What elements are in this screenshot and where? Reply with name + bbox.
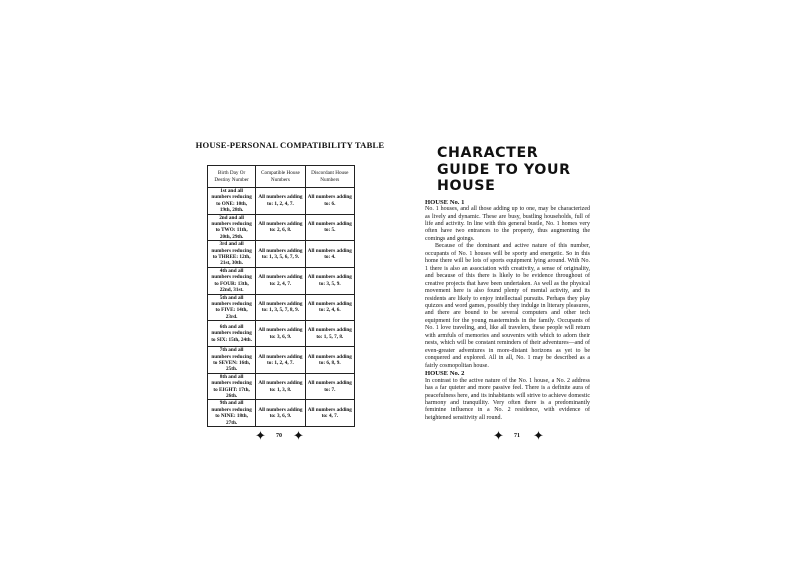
table-cell: All numbers adding to: 1, 2, 4, 7. [256, 347, 305, 374]
table-cell: 3rd and all numbers reducing to THREE: 12th, 21st, 30th. [208, 241, 256, 268]
chapter-title: CHARACTER GUIDE TO YOUR HOUSE [437, 145, 571, 194]
table-cell: All numbers adding to: 2, 6, 8. [256, 214, 305, 241]
table-cell: All numbers adding to: 2, 4, 6. [305, 294, 354, 321]
table-cell: All numbers adding to: 4, 7. [305, 400, 354, 427]
table-cell: All numbers adding to: 3, 5, 9. [305, 267, 354, 294]
table-row [208, 188, 355, 215]
table-row [208, 267, 355, 294]
house-1-heading: HOUSE No. 1 [425, 198, 465, 206]
table-row [208, 241, 355, 268]
table-cell: All numbers adding to: 6, 8, 9. [305, 347, 354, 374]
table-cell: All numbers adding to: 1, 5, 7, 8. [305, 321, 354, 347]
column-header: Discordant House Numbers [305, 166, 354, 188]
table-cell: 1st and all numbers reducing to ONE: 10th, 19th, 28th. [208, 188, 256, 215]
house-1-paragraph-2: Because of the dominant and active nature of this number, occupants of No. 1 houses will be sporty and energetic. So in this home there will be lots of sports equipment lying around. With No. 1 there is also an association with creativity, a sense of originality, and because of this there is likely to be evidence throughout of creative projects that have been undertaken. As well as the physical movement here is also found plenty of mental activity, and its residents are likely to enjoy intellectual pursuits. Perhaps they play quizzes and word games, possibly they indulge in literary pleasures, and there are bound to be several computers and other tech equipment for the young masterminds in the family. Occupants of No. 1 love traveling, and, like all travelers, these people will return with armfuls of memories and souvenirs with which to adorn their nests, which will be constant reminders of their adventures—and of even-greater adventures in more-distant horizons as yet to be conquered and explored. All in all, No. 1 may be described as a fairly cosmopolitan house. [425, 243, 590, 369]
table-cell: All numbers adding to: 3, 6, 9. [256, 321, 305, 347]
table-cell: 4th and all numbers reducing to FOUR: 13th, 22nd, 31st. [208, 267, 256, 294]
four-point-star-icon: ✦ [533, 429, 544, 444]
table-cell: All numbers adding to: 1, 3, 5, 7, 8, 9. [256, 294, 305, 321]
table-cell: All numbers adding to: 6. [305, 188, 354, 215]
page-number-left: 70 [276, 433, 282, 439]
right-page [425, 145, 590, 422]
column-header: Birth Day Or Destiny Number [208, 166, 256, 188]
table-cell: All numbers adding to: 1, 3, 8. [256, 373, 305, 400]
house-2-heading: HOUSE No. 2 [425, 370, 465, 378]
table-row [208, 214, 355, 241]
table-cell: 2nd and all numbers reducing to TWO: 11th, 20th, 29th. [208, 214, 256, 241]
four-point-star-icon: ✦ [293, 429, 304, 444]
table-row [208, 400, 355, 427]
table-cell: All numbers adding to: 4. [305, 241, 354, 268]
page-number-right: 71 [514, 433, 520, 439]
four-point-star-icon: ✦ [493, 429, 504, 444]
table-row [208, 347, 355, 374]
table-cell: All numbers adding to: 2, 4, 7. [256, 267, 305, 294]
table-cell: All numbers adding to: 7. [305, 373, 354, 400]
table-cell: All numbers adding to: 5. [305, 214, 354, 241]
table-row [208, 373, 355, 400]
table-cell: 9th and all numbers reducing to NINE: 18th, 27th. [208, 400, 256, 427]
table-row [208, 294, 355, 321]
column-header: Compatible House Numbers [256, 166, 305, 188]
table-cell: 8th and all numbers reducing to EIGHT: 17th, 26th. [208, 373, 256, 400]
table-title: HOUSE-PERSONAL COMPATIBILITY TABLE [195, 140, 385, 150]
table-header-row [208, 166, 355, 188]
table-cell: 7th and all numbers reducing to SEVEN: 16th, 25th. [208, 347, 256, 374]
left-page [190, 140, 390, 427]
four-point-star-icon: ✦ [255, 429, 266, 444]
compatibility-table [207, 165, 355, 427]
table-row [208, 321, 355, 347]
house-2-paragraph-1: In contrast to the active nature of the No. 1 house, a No. 2 address has a far quieter and more passive feel. There is a definite aura of peacefulness here, and its inhabitants will strive to achieve domestic harmony and tranquility. Very often there is a predominantly feminine influence in a No. 2 residence, with evidence of heightened sensitivity all round. [425, 377, 590, 421]
table-cell: All numbers adding to: 1, 3, 5, 6, 7, 9. [256, 241, 305, 268]
table-cell: All numbers adding to: 1, 2, 4, 7. [256, 188, 305, 215]
table-cell: 6th and all numbers reducing to SIX: 15th, 24th. [208, 321, 256, 347]
table-cell: All numbers adding to: 3, 6, 9. [256, 400, 305, 427]
house-1-paragraph-1: No. 1 houses, and all those adding up to one, may be characterized as lively and dynamic. These are busy, bustling households, full of life and activity. In line with this general bustle, No. 1 homes very often have two entrances to the property, thus augmenting the comings and goings. [425, 206, 590, 242]
table-cell: 5th and all numbers reducing to FIVE: 14th, 23rd. [208, 294, 256, 321]
